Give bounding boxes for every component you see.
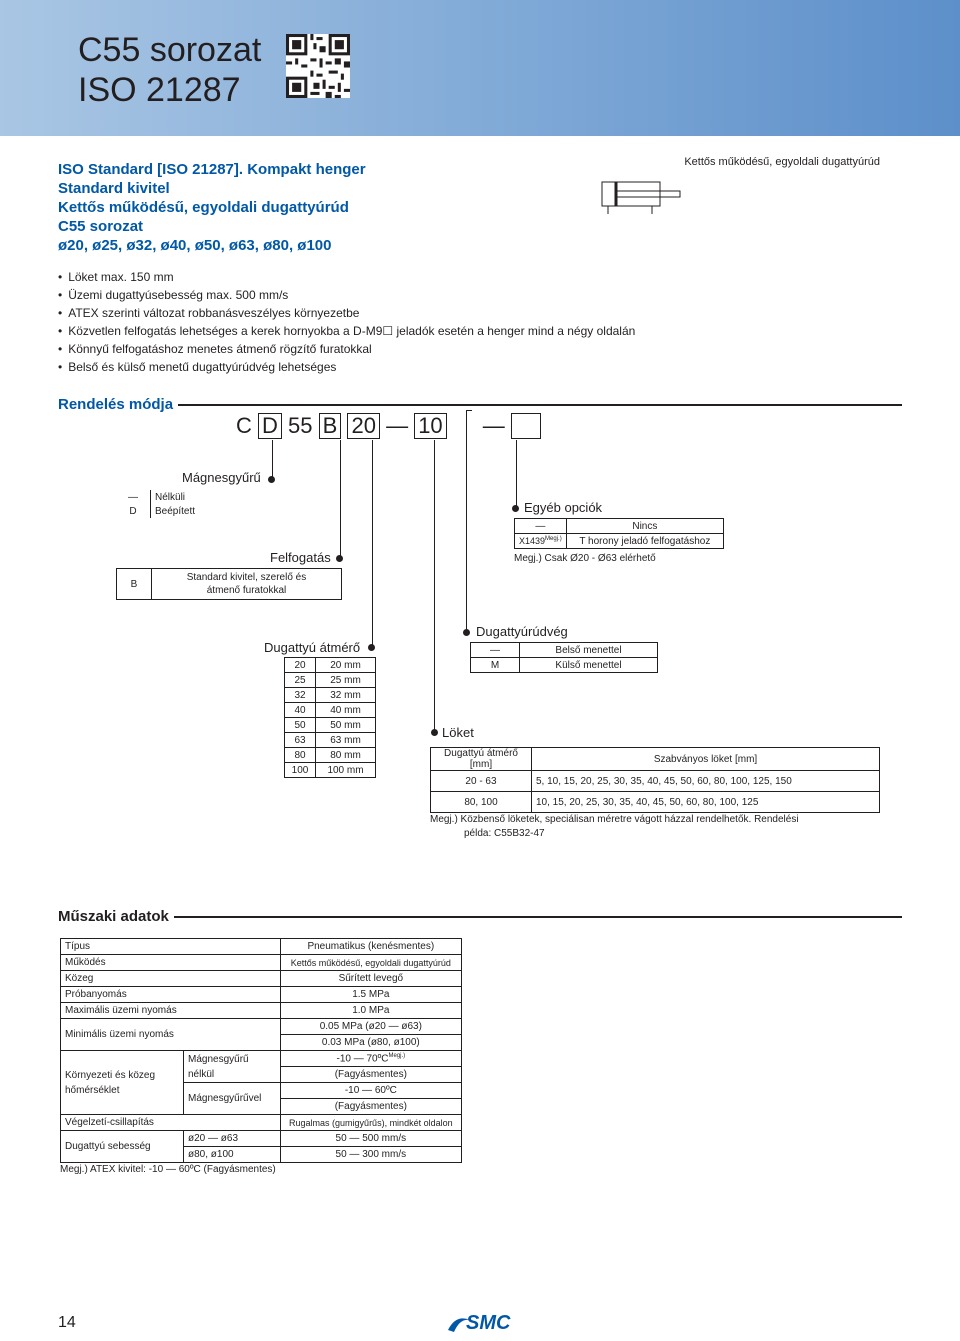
- spec-value: 50 — 500 mm/s: [280, 1131, 461, 1147]
- spec-label: Működés: [61, 955, 281, 971]
- table-row: [285, 658, 376, 673]
- intro-line: ISO Standard [ISO 21287]. Kompakt henger: [58, 161, 366, 178]
- code-dash: —: [386, 413, 409, 438]
- option-code: 63: [285, 733, 316, 748]
- header-band: [0, 0, 960, 136]
- table-row: [61, 1051, 462, 1067]
- option-code: 50: [285, 718, 316, 733]
- spec-sublabel: ø80, ø100: [184, 1147, 281, 1163]
- option-desc: 25 mm: [316, 673, 376, 688]
- table-row: [515, 519, 724, 534]
- table-row: [116, 504, 272, 518]
- option-code: —: [471, 643, 520, 658]
- bullet-dot: [336, 555, 343, 562]
- option-desc: Belső menettel: [520, 643, 658, 658]
- table-row: [431, 792, 880, 813]
- spec-value: Kettős működésű, egyoldali dugattyúrúd: [280, 955, 461, 971]
- spec-sublabel: Mágnesgyűrűvel: [184, 1083, 281, 1115]
- spec-value: Sűrített levegő: [280, 971, 461, 987]
- option-code: B: [117, 569, 152, 600]
- bullet-dot: [463, 629, 470, 636]
- spec-value: 0.05 MPa (ø20 — ø63): [280, 1019, 461, 1035]
- code-series: 55: [288, 413, 313, 438]
- connector: [372, 440, 373, 646]
- table-row: [116, 490, 272, 504]
- feature-item: • Könnyű felfogatáshoz menetes átmenő rögzítő furatokkal: [58, 340, 635, 358]
- option-desc: T horony jeladó felfogatáshoz: [566, 534, 723, 549]
- code-bore: 20: [347, 413, 379, 439]
- options-title: Egyéb opciók: [524, 500, 603, 515]
- code-options: [511, 413, 541, 439]
- option-desc: 63 mm: [316, 733, 376, 748]
- connector: [516, 440, 517, 508]
- table-row: [285, 718, 376, 733]
- spec-value: Pneumatikus (kenésmentes): [280, 939, 461, 955]
- rodend-title: Dugattyúrúdvég: [476, 624, 568, 639]
- option-code: 100: [285, 763, 316, 778]
- spec-value: -10 — 70ºC$^{Megj.)}$: [280, 1051, 461, 1067]
- table-row: [431, 771, 880, 792]
- spec-value: 1.0 MPa: [280, 1003, 461, 1019]
- table-row: [285, 733, 376, 748]
- option-code: 40: [285, 703, 316, 718]
- table-row: [61, 939, 462, 955]
- stroke-values: 10, 15, 20, 25, 30, 35, 40, 45, 50, 60, 80, 100, 125: [532, 792, 880, 813]
- spec-label: Maximális üzemi nyomás: [61, 1003, 281, 1019]
- option-code: D: [116, 504, 151, 518]
- bore-table: [284, 657, 376, 778]
- spec-sublabel: Mágnesgyűrű nélkül: [184, 1051, 281, 1083]
- product-intro: [58, 160, 366, 255]
- option-code: 25: [285, 673, 316, 688]
- option-desc: Beépített: [155, 505, 196, 517]
- specs-table: [60, 938, 462, 1163]
- stroke-bore: 20 - 63: [431, 771, 532, 792]
- spec-value: -10 — 60ºC: [280, 1083, 461, 1099]
- option-desc: 40 mm: [316, 703, 376, 718]
- spec-label: Környezeti és közeg hőmérséklet: [61, 1051, 184, 1115]
- stroke-title: Löket: [442, 725, 474, 740]
- option-code: 20: [285, 658, 316, 673]
- stroke-note: Megj.) Közbenső löketek, speciálisan méretre vágott házzal rendelhetők. Rendelési: [430, 814, 799, 825]
- feature-item: • Közvetlen felfogatás lehetséges a kerek hornyokba a D-M9☐ jeladók esetén a henger mind a négy oldalán: [58, 322, 635, 340]
- spec-value: (Fagyásmentes): [280, 1099, 461, 1115]
- bullet-dot: [268, 476, 275, 483]
- specs-title: Műszaki adatok: [58, 908, 169, 925]
- connector: [466, 410, 467, 632]
- table-row: [285, 763, 376, 778]
- spec-value: (Fagyásmentes): [280, 1067, 461, 1083]
- intro-line: ø20, ø25, ø32, ø40, ø50, ø63, ø80, ø100: [58, 237, 332, 254]
- option-desc: 32 mm: [316, 688, 376, 703]
- magnet-title: Mágnesgyűrű: [182, 470, 261, 485]
- spec-label: Dugattyú sebesség: [61, 1131, 184, 1163]
- options-note: Megj.) Csak Ø20 - Ø63 elérhető: [514, 553, 656, 564]
- options-table: [514, 518, 724, 549]
- spec-value: 0.03 MPa (ø80, ø100): [280, 1035, 461, 1051]
- table-row: [285, 688, 376, 703]
- spec-label: Minimális üzemi nyomás: [61, 1019, 281, 1051]
- qr-code-icon[interactable]: [286, 34, 350, 98]
- option-desc: Standard kivitel, szerelő és átmenő furatokkal: [152, 569, 342, 600]
- spec-sublabel: ø20 — ø63: [184, 1131, 281, 1147]
- option-code: —: [515, 519, 567, 534]
- table-row: [515, 534, 724, 549]
- bullet-dot: [512, 505, 519, 512]
- bullet-dot: [368, 644, 375, 651]
- cylinder-symbol-icon: [596, 176, 686, 216]
- option-desc: Nélküli: [155, 491, 186, 503]
- intro-line: Kettős működésű, egyoldali dugattyúrúd: [58, 199, 349, 216]
- feature-item: • Löket max. 150 mm: [58, 268, 635, 286]
- option-desc: Külső menettel: [520, 658, 658, 673]
- intro-line: Standard kivitel: [58, 180, 170, 197]
- table-row: [471, 658, 658, 673]
- mounting-table: [116, 568, 342, 600]
- option-code: —: [116, 490, 151, 504]
- smc-logo-text: SMC: [466, 1312, 511, 1334]
- table-row: [117, 569, 342, 600]
- bullet-dot: [431, 729, 438, 736]
- spec-label: Próbanyomás: [61, 987, 281, 1003]
- feature-item: • Belső és külső menetű dugattyúrúdvég lehetséges: [58, 358, 635, 376]
- option-desc: 50 mm: [316, 718, 376, 733]
- option-code: 32: [285, 688, 316, 703]
- option-desc: 20 mm: [316, 658, 376, 673]
- table-row: [61, 1019, 462, 1035]
- stroke-bore: 80, 100: [431, 792, 532, 813]
- symbol-caption: Kettős működésű, egyoldali dugattyúrúd: [684, 156, 880, 168]
- spec-label: Végelzetí-csillapítás: [61, 1115, 281, 1131]
- code-dash: —: [482, 413, 505, 438]
- stroke-note: példa: C55B32-47: [464, 828, 545, 839]
- spec-value: 50 — 300 mm/s: [280, 1147, 461, 1163]
- table-row: [431, 748, 880, 771]
- spec-value: Rugalmas (gumigyűrűs), mindkét oldalon: [280, 1115, 461, 1131]
- mounting-title: Felfogatás: [270, 550, 331, 565]
- standard-title: ISO 21287: [78, 71, 241, 109]
- feature-list: [58, 268, 635, 376]
- order-code: [236, 413, 541, 439]
- connector: [434, 440, 435, 732]
- code-c: C: [236, 413, 252, 438]
- ordering-title: Rendelés módja: [58, 396, 174, 413]
- table-row: [285, 748, 376, 763]
- magnet-table: [116, 490, 272, 518]
- option-code: $X1439^{Megj.)}$: [515, 534, 567, 549]
- feature-item: • ATEX szerinti változat robbanásveszélyes környezetbe: [58, 304, 635, 322]
- table-row: [285, 703, 376, 718]
- stroke-table: [430, 747, 880, 813]
- rodend-table: [470, 642, 658, 673]
- spec-label: Típus: [61, 939, 281, 955]
- option-desc: Nincs: [566, 519, 723, 534]
- connector: [272, 440, 273, 480]
- page-number: 14: [58, 1314, 76, 1331]
- table-row: [61, 1003, 462, 1019]
- option-desc: 80 mm: [316, 748, 376, 763]
- spec-label: Közeg: [61, 971, 281, 987]
- smc-logo-icon: [446, 1312, 516, 1338]
- table-row: [61, 955, 462, 971]
- section-rule: [178, 404, 902, 406]
- code-magnet: D: [258, 413, 282, 439]
- connector: [340, 440, 341, 556]
- option-code: M: [471, 658, 520, 673]
- intro-line: C55 sorozat: [58, 218, 144, 235]
- table-row: [61, 987, 462, 1003]
- code-stroke: 10: [414, 413, 446, 439]
- specs-note: Megj.) ATEX kivitel: -10 — 60ºC (Fagyásmentes): [60, 1164, 276, 1175]
- table-row: [61, 1131, 462, 1147]
- column-header: Dugattyú átmérő [mm]: [431, 748, 532, 771]
- option-code: 80: [285, 748, 316, 763]
- series-title: C55 sorozat: [78, 31, 262, 69]
- table-row: [471, 643, 658, 658]
- bore-title: Dugattyú átmérő: [264, 640, 361, 655]
- table-row: [61, 971, 462, 987]
- feature-item: • Üzemi dugattyúsebesség max. 500 mm/s: [58, 286, 635, 304]
- table-row: [61, 1115, 462, 1131]
- connector: [466, 410, 472, 411]
- section-rule: [174, 916, 902, 918]
- option-desc: 100 mm: [316, 763, 376, 778]
- spec-value: 1.5 MPa: [280, 987, 461, 1003]
- table-row: [285, 673, 376, 688]
- code-mounting: B: [319, 413, 342, 439]
- column-header: Szabványos löket [mm]: [532, 748, 880, 771]
- stroke-values: 5, 10, 15, 20, 25, 30, 35, 40, 45, 50, 60, 80, 100, 125, 150: [532, 771, 880, 792]
